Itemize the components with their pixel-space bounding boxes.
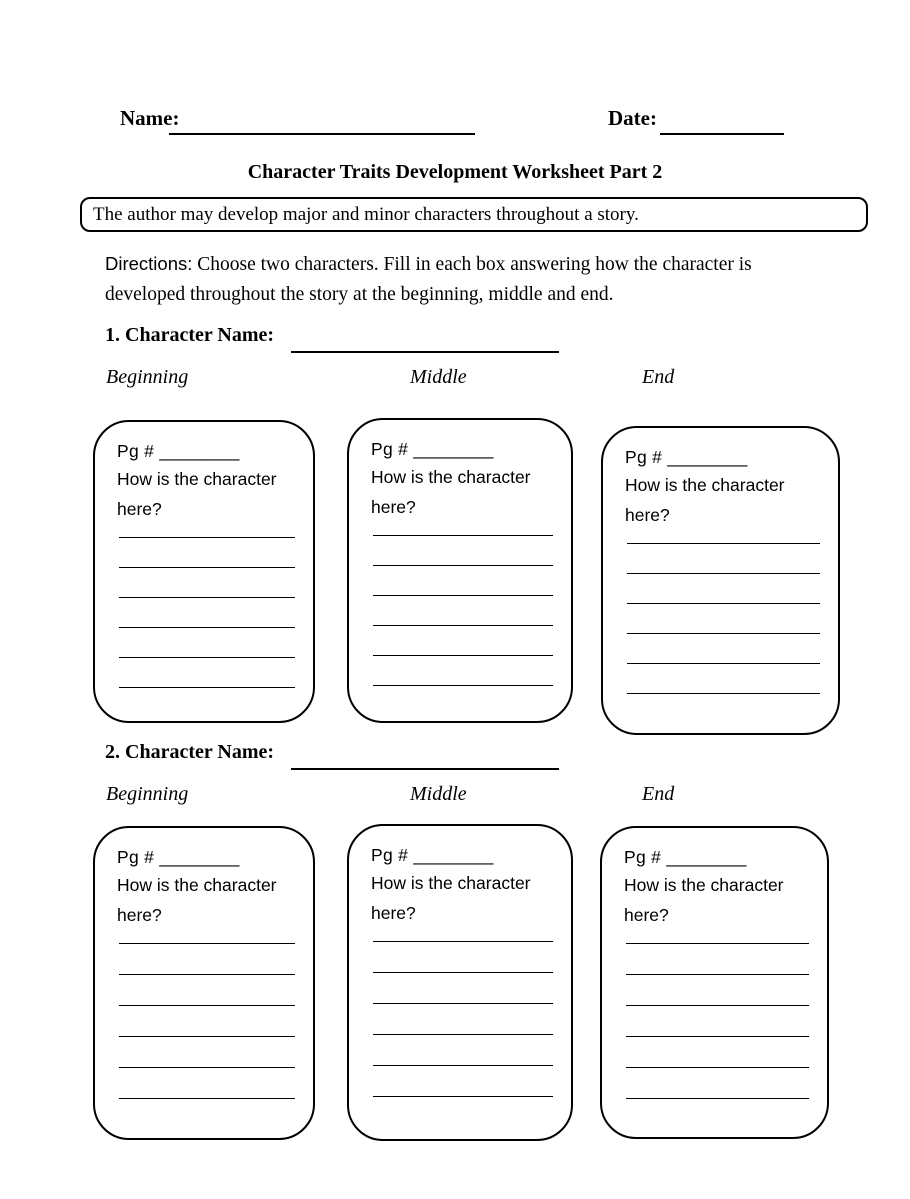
writing-lines <box>117 930 297 1099</box>
writing-line <box>119 658 295 688</box>
writing-line <box>119 930 295 944</box>
writing-line <box>373 566 553 596</box>
writing-line <box>119 568 295 598</box>
box-prompt: How is the character here? <box>117 469 277 519</box>
box-prompt: How is the character here? <box>117 875 277 925</box>
writing-line <box>373 596 553 626</box>
writing-line <box>119 944 295 975</box>
worksheet-title: Character Traits Development Worksheet Part 2 <box>247 161 663 183</box>
writing-line <box>626 1006 809 1037</box>
column-header-middle-2: Middle <box>410 783 467 805</box>
column-header-beginning-1: Beginning <box>106 366 189 388</box>
section-1-name-blank-line <box>291 329 559 353</box>
statement-box <box>80 197 868 232</box>
writing-line <box>119 524 295 538</box>
directions-label: Directions: <box>105 253 193 274</box>
writing-line <box>119 628 295 658</box>
writing-line <box>626 944 809 975</box>
writing-line <box>373 928 553 942</box>
date-label: Date: <box>608 106 657 130</box>
writing-lines <box>371 928 555 1097</box>
name-label: Name: <box>120 106 180 130</box>
writing-line <box>626 1068 809 1099</box>
writing-line <box>627 604 820 634</box>
writing-line <box>626 1037 809 1068</box>
writing-line <box>627 634 820 664</box>
page-number-label: Pg # ________ <box>371 439 494 459</box>
writing-line <box>373 1035 553 1066</box>
character-box-2-middle <box>347 824 573 1141</box>
character-box-1-middle <box>347 418 573 723</box>
page-number-label: Pg # ________ <box>625 447 748 467</box>
writing-lines <box>625 530 822 694</box>
box-prompt: How is the character here? <box>371 467 531 517</box>
section-2-heading: 2. Character Name: <box>105 741 275 763</box>
page-number-label: Pg # ________ <box>117 441 240 461</box>
writing-line <box>119 1068 295 1099</box>
statement-text: The author may develop major and minor characters throughout a story. <box>93 204 639 225</box>
name-blank-line <box>169 111 475 135</box>
page-number-label: Pg # ________ <box>117 847 240 867</box>
writing-line <box>373 536 553 566</box>
column-header-beginning-2: Beginning <box>106 783 189 805</box>
writing-lines <box>371 522 555 686</box>
writing-line <box>373 973 553 1004</box>
writing-line <box>373 1066 553 1097</box>
column-header-middle-1: Middle <box>410 366 467 388</box>
box-prompt: How is the character here? <box>371 873 531 923</box>
writing-line <box>119 598 295 628</box>
writing-line <box>627 664 820 694</box>
writing-line <box>373 942 553 973</box>
writing-line <box>119 975 295 1006</box>
column-header-end-1: End <box>642 366 675 388</box>
writing-line <box>626 930 809 944</box>
writing-line <box>373 656 553 686</box>
writing-line <box>627 544 820 574</box>
date-blank-line <box>660 111 784 135</box>
writing-line <box>373 1004 553 1035</box>
character-box-2-beginning <box>93 826 315 1140</box>
character-box-1-beginning <box>93 420 315 723</box>
page-number-label: Pg # ________ <box>371 845 494 865</box>
box-prompt: How is the character here? <box>625 475 785 525</box>
directions-text: Choose two characters. Fill in each box answering how the character is developed throughout the story at the beginning, middle and end. <box>105 254 752 305</box>
writing-line <box>373 626 553 656</box>
writing-line <box>373 522 553 536</box>
column-header-end-2: End <box>642 783 675 805</box>
writing-line <box>627 530 820 544</box>
writing-line <box>119 1037 295 1068</box>
writing-line <box>119 538 295 568</box>
box-prompt: How is the character here? <box>624 875 784 925</box>
directions <box>105 249 820 310</box>
writing-line <box>119 1006 295 1037</box>
character-box-1-end <box>601 426 840 735</box>
section-1-heading: 1. Character Name: <box>105 324 275 346</box>
writing-line <box>626 975 809 1006</box>
character-box-2-end <box>600 826 829 1139</box>
section-2-name-blank-line <box>291 746 559 770</box>
writing-lines <box>117 524 297 688</box>
page-number-label: Pg # ________ <box>624 847 747 867</box>
writing-line <box>627 574 820 604</box>
writing-lines <box>624 930 811 1099</box>
